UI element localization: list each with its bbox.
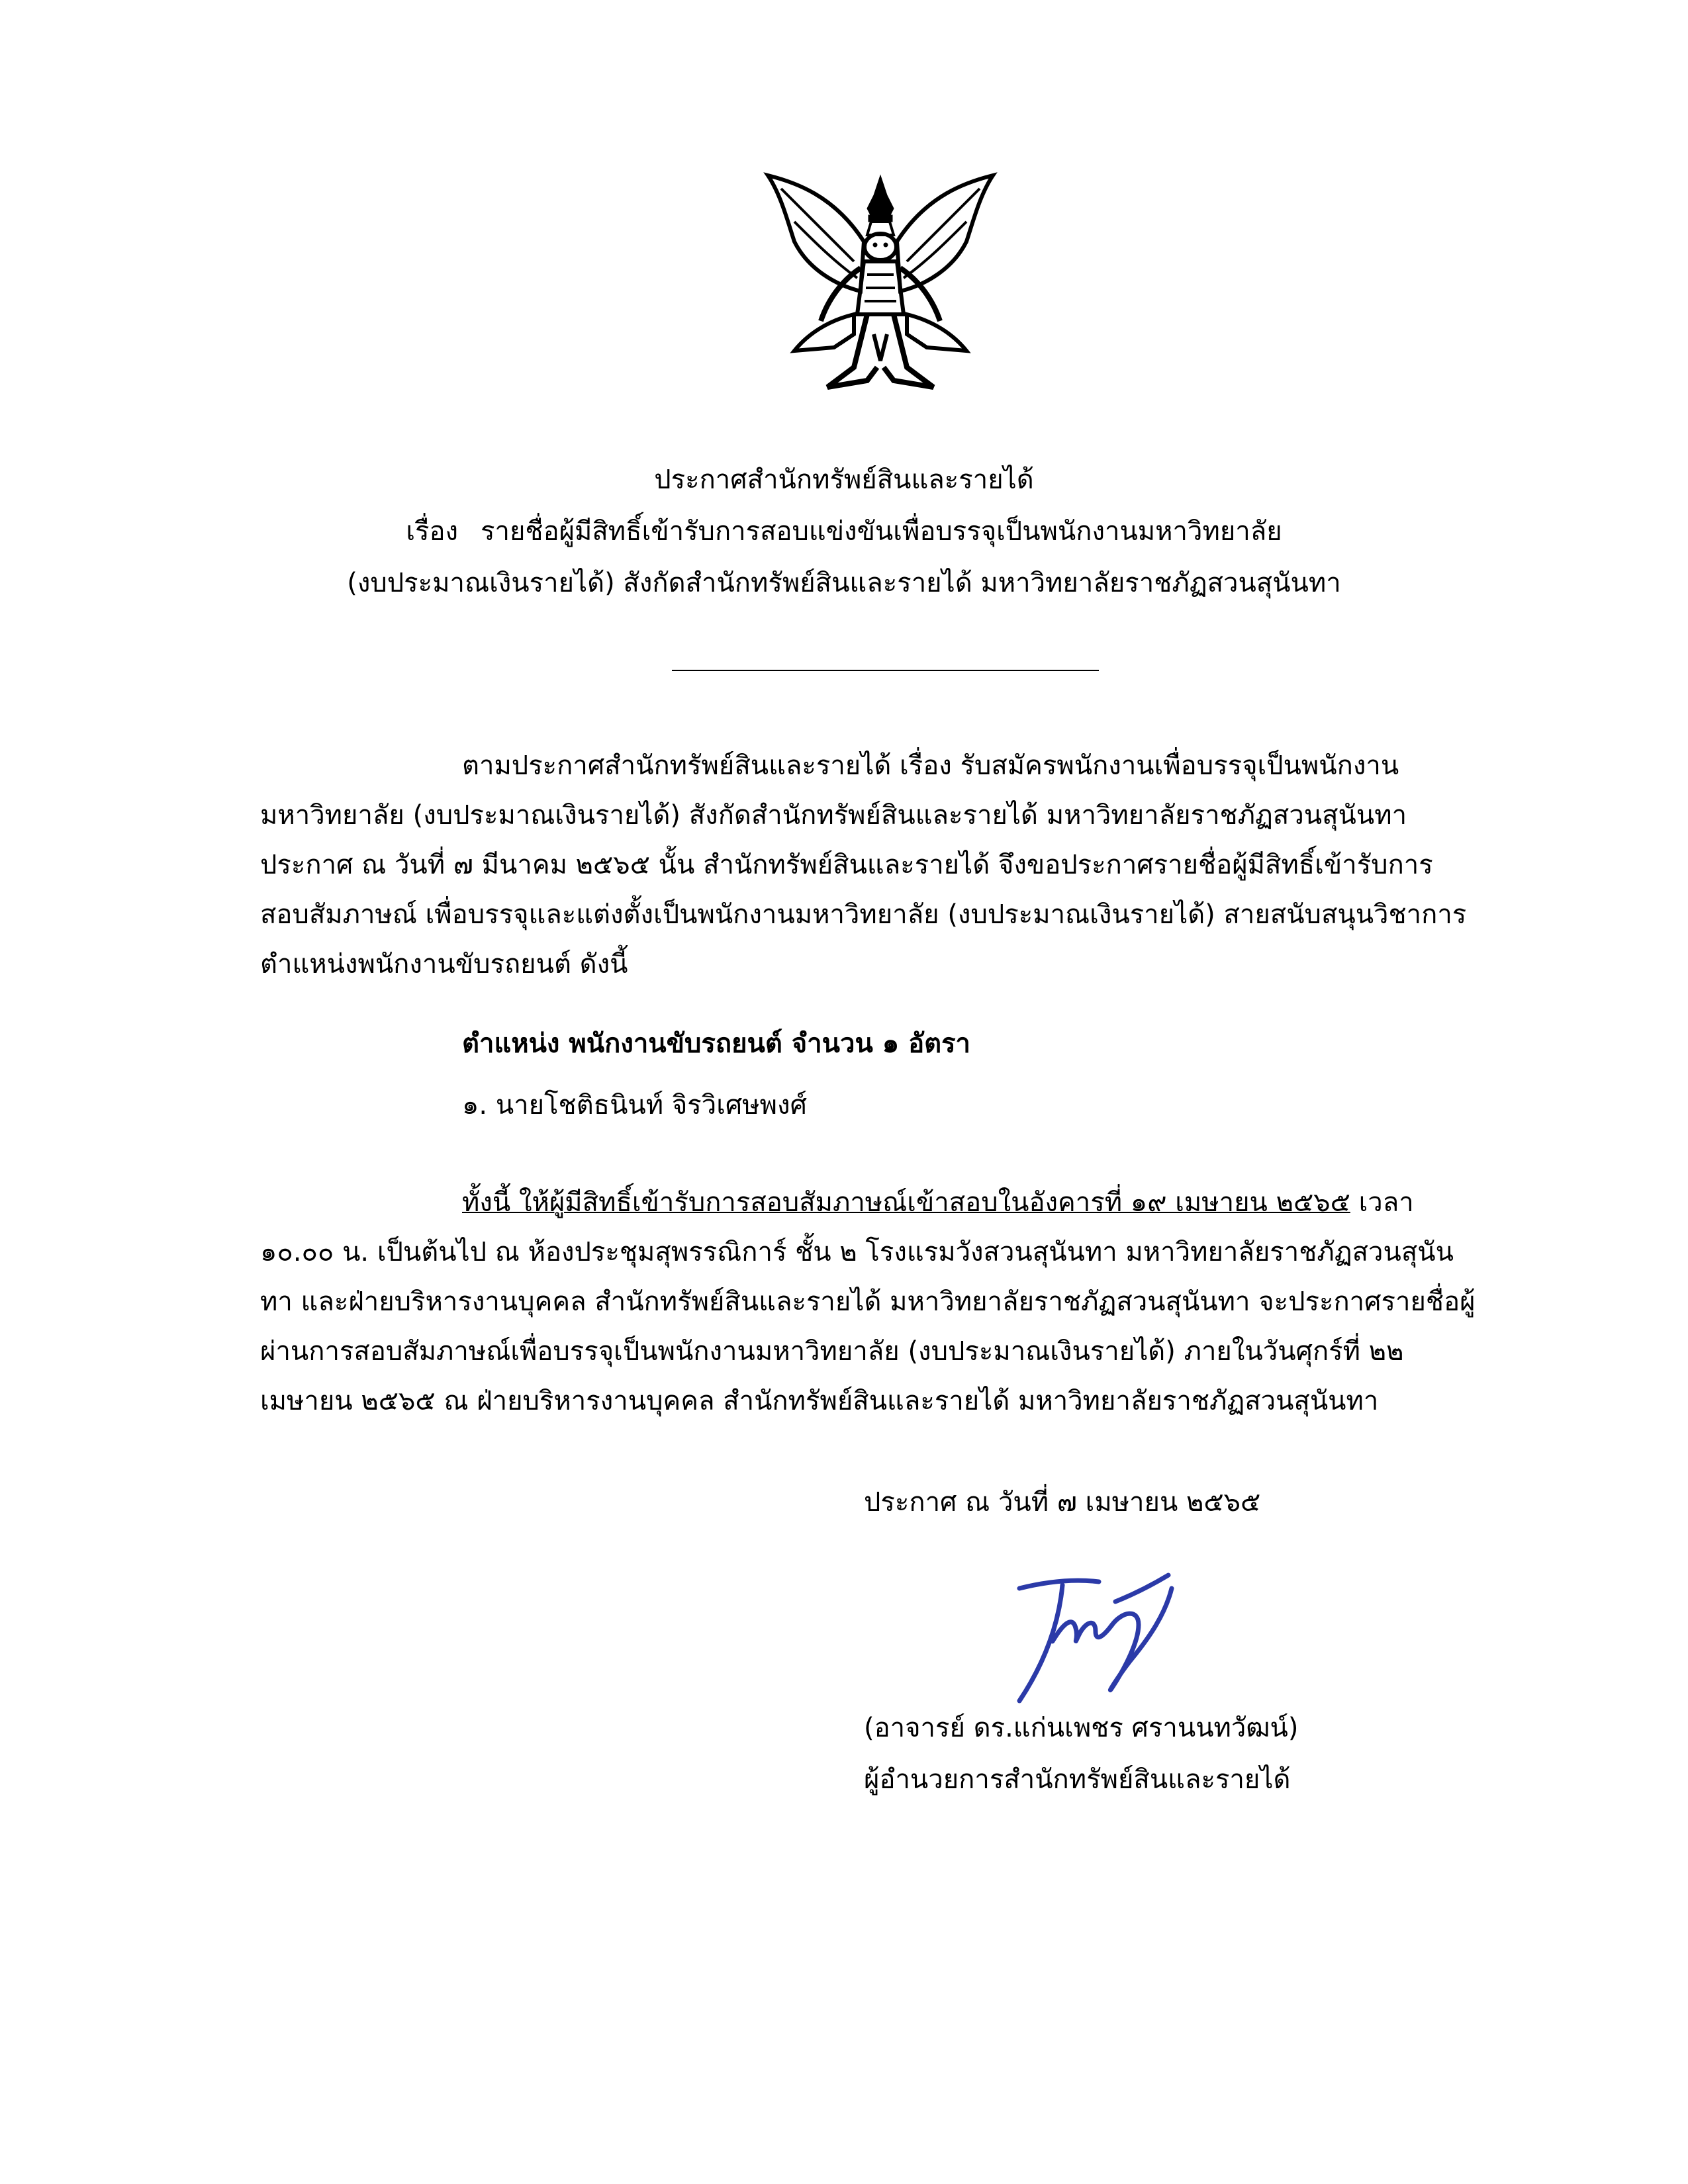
notice-underlined-text: ทั้งนี้ ให้ผู้มีสิทธิ์เข้ารับการสอบสัมภาษณ์เข้าสอบในอังคารที่ ๑๙ เมษายน ๒๕๖๕ — [462, 1187, 1350, 1218]
position-heading: ตำแหน่ง พนักงานขับรถยนต์ จำนวน ๑ อัตรา — [462, 1028, 971, 1059]
announcement-date: ประกาศ ณ วันที่ ๗ เมษายน ๒๕๖๕ — [864, 1487, 1261, 1518]
notice-line: ๑๐.๐๐ น. เป็นต้นไป ณ ห้องประชุมสุพรรณิการ์ ชั้น ๒ โรงแรมวังสวนสุนันทา มหาวิทยาลัยราชภัฏสวนสุนัน — [260, 1237, 1454, 1267]
candidate-item: ๑. นายโชติธนินท์ จิรวิเศษพงศ์ — [462, 1090, 807, 1120]
intro-line: ตามประกาศสำนักทรัพย์สินและรายได้ เรื่อง รับสมัครพนักงานเพื่อบรรจุเป็นพนักงาน — [462, 751, 1399, 781]
notice-line: ทา และฝ่ายบริหารงานบุคคล สำนักทรัพย์สินและรายได้ มหาวิทยาลัยราชภัฏสวนสุนันทา จะประกาศรายชื่อผู้ — [260, 1287, 1476, 1317]
intro-line: สอบสัมภาษณ์ เพื่อบรรจุและแต่งตั้งเป็นพนักงานมหาวิทยาลัย (งบประมาณเงินรายได้) สายสนับสนุนวิชาการ — [260, 899, 1467, 930]
announcement-title: ประกาศสำนักทรัพย์สินและรายได้ — [654, 465, 1034, 495]
intro-line: ตำแหน่งพนักงานขับรถยนต์ ดังนี้ — [260, 949, 628, 979]
intro-paragraph — [260, 741, 1518, 989]
subject-label: เรื่อง — [406, 516, 459, 547]
intro-line: ประกาศ ณ วันที่ ๗ มีนาคม ๒๕๖๕ นั้น สำนักทรัพย์สินและรายได้ จึงขอประกาศรายชื่อผู้มีสิทธิ์เข้ารับการ — [260, 850, 1433, 880]
notice-line: เมษายน ๒๕๖๕ ณ ฝ่ายบริหารงานบุคคล สำนักทรัพย์สินและรายได้ มหาวิทยาลัยราชภัฏสวนสุนันทา — [260, 1386, 1379, 1416]
signature-icon — [1006, 1562, 1178, 1707]
signer-block — [864, 1702, 1298, 1805]
notice-line: ผ่านการสอบสัมภาษณ์เพื่อบรรจุเป็นพนักงานมหาวิทยาลัย (งบประมาณเงินรายได้) ภายในวันศุกร์ที่ ๒๒ — [260, 1336, 1404, 1367]
garuda-emblem-icon — [755, 169, 1006, 394]
heading-divider — [672, 670, 1099, 671]
signer-name: (อาจารย์ ดร.แก่นเพชร ศรานนทวัฒน์) — [864, 1713, 1299, 1743]
subject-line-1 — [0, 510, 1688, 552]
notice-line — [260, 1178, 1518, 1228]
notice-paragraph — [260, 1178, 1518, 1426]
subject-text: รายชื่อผู้มีสิทธิ์เข้ารับการสอบแข่งขันเพื่อบรรจุเป็นพนักงานมหาวิทยาลัย — [481, 516, 1282, 547]
intro-line: มหาวิทยาลัย (งบประมาณเงินรายได้) สังกัดสำนักทรัพย์สินและรายได้ มหาวิทยาลัยราชภัฏสวนสุนันทา — [260, 800, 1407, 831]
notice-text: เวลา — [1350, 1187, 1414, 1218]
signer-title: ผู้อำนวยการสำนักทรัพย์สินและรายได้ — [864, 1764, 1291, 1795]
position-section — [462, 1019, 970, 1130]
subject-line-2: (งบประมาณเงินรายได้) สังกัดสำนักทรัพย์สินและรายได้ มหาวิทยาลัยราชภัฏสวนสุนันทา — [347, 568, 1341, 598]
